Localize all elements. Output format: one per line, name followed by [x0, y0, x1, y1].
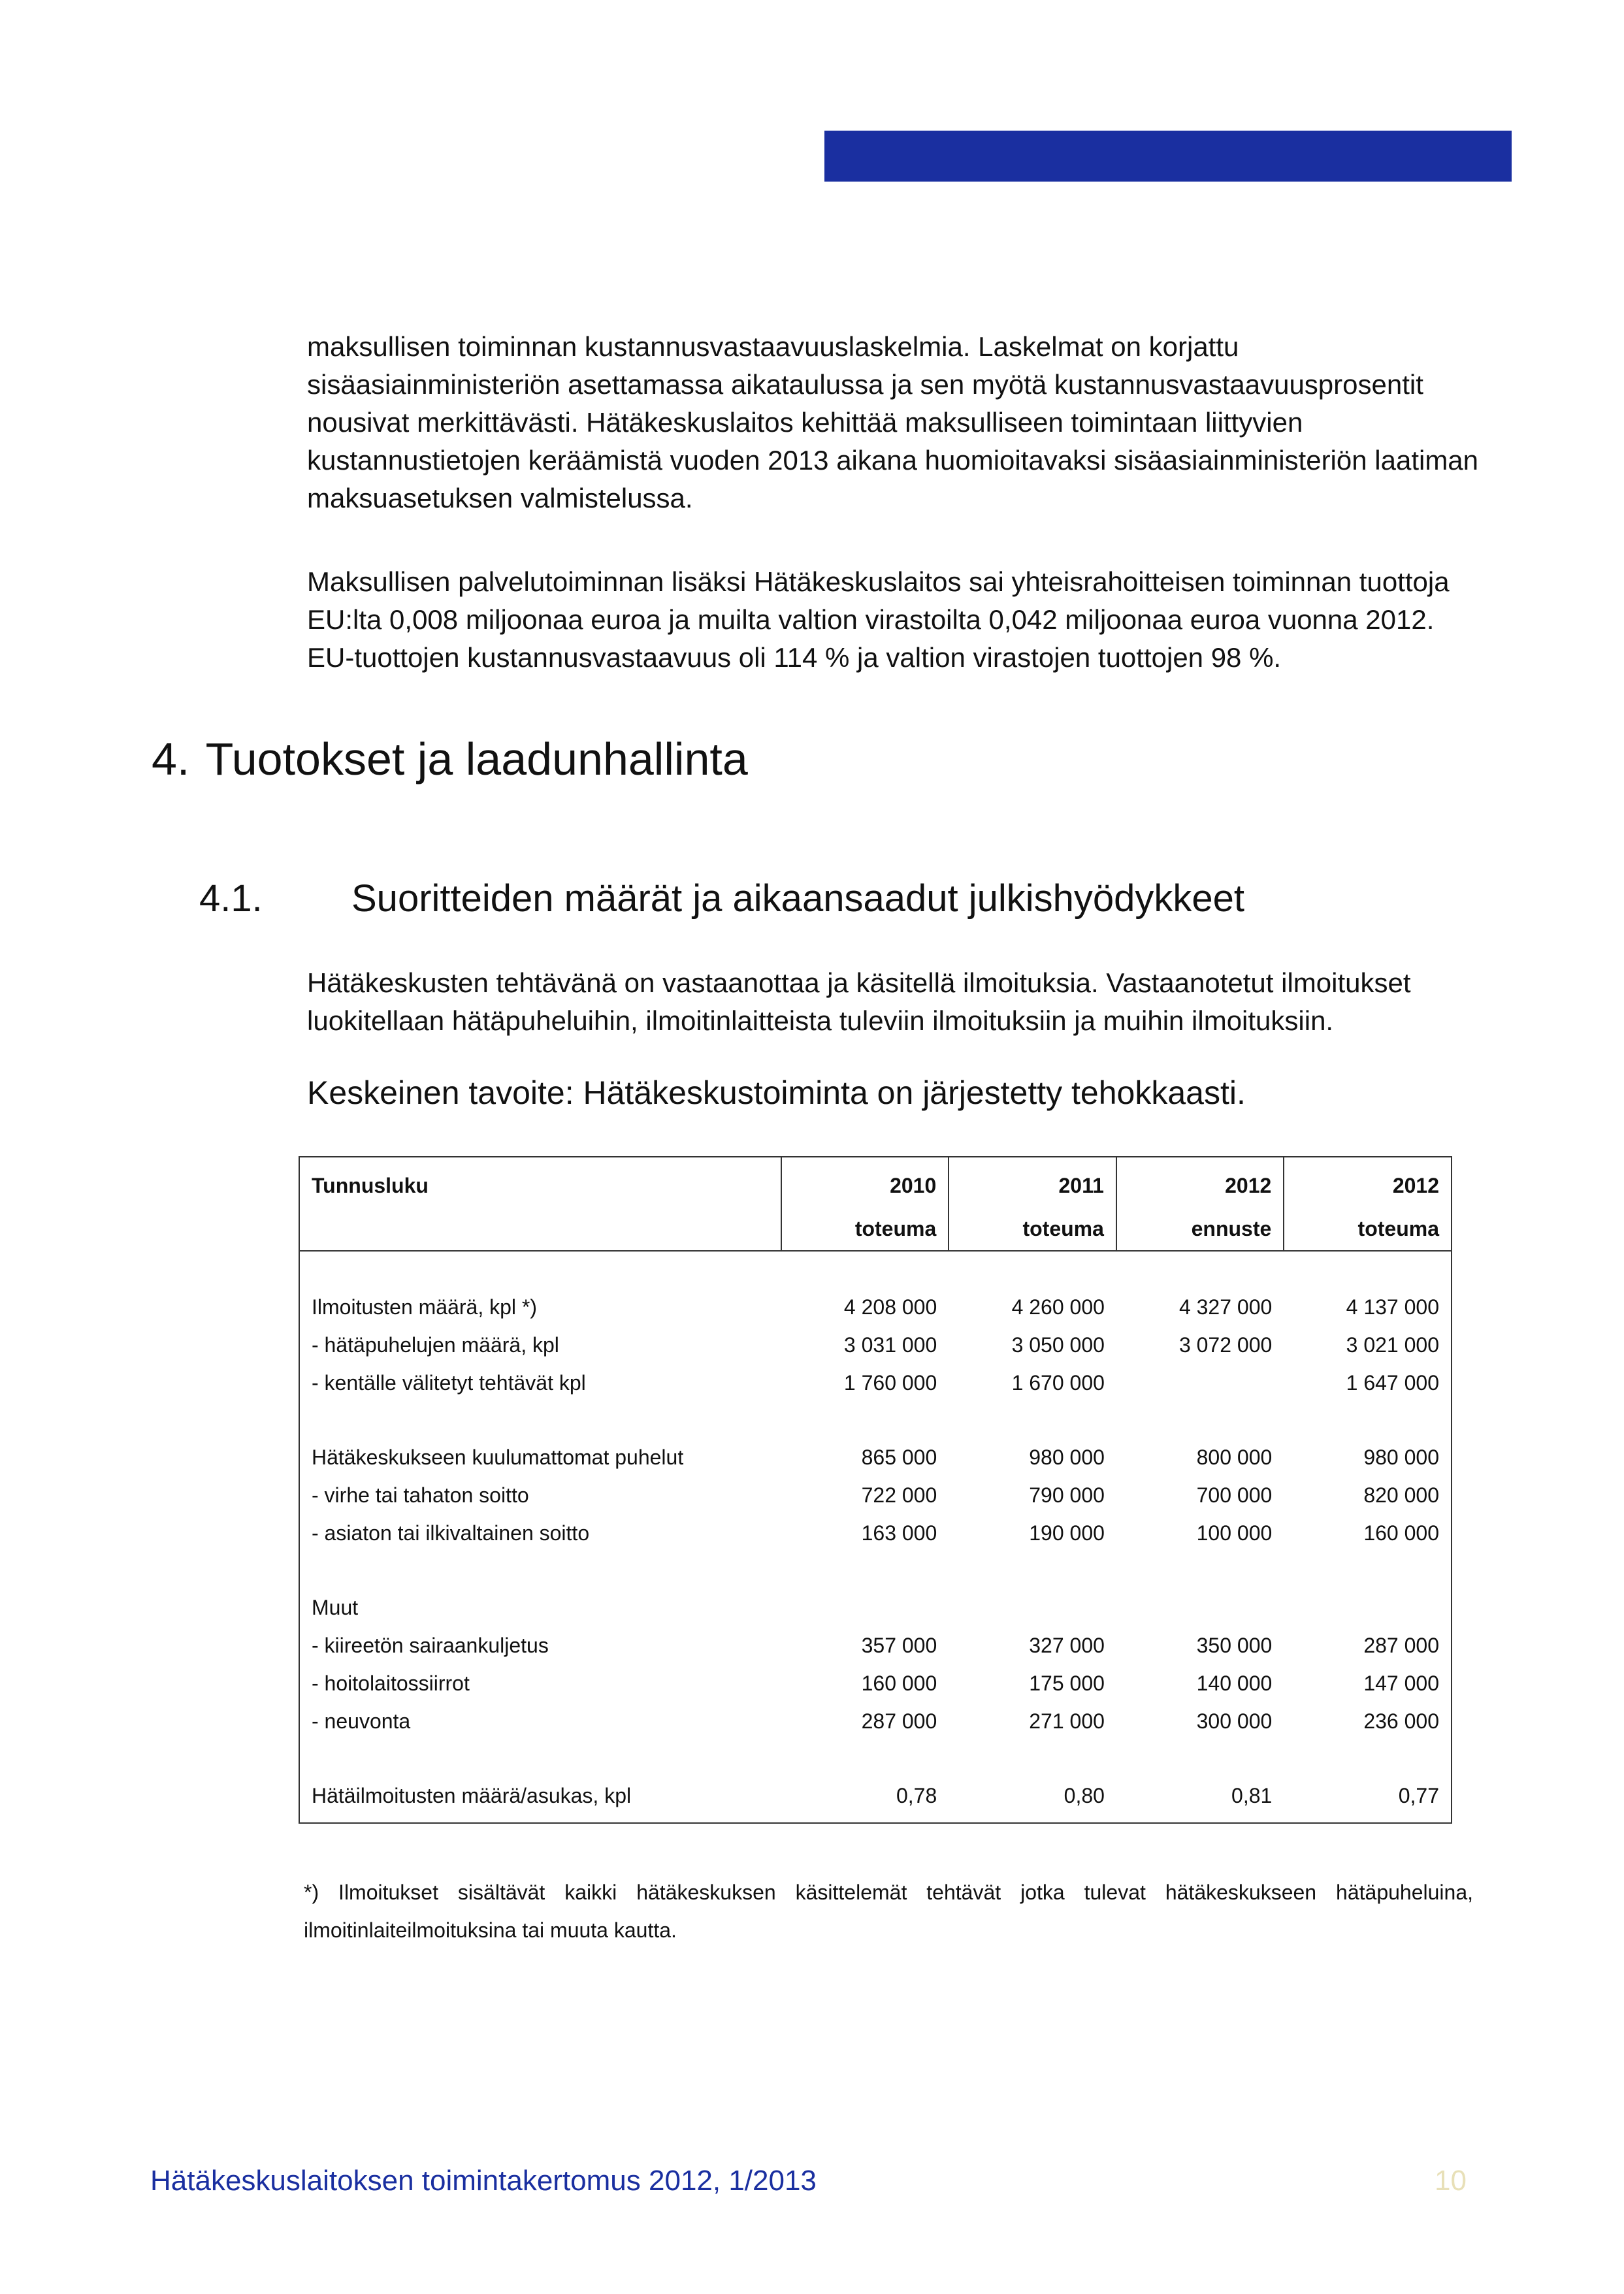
table-cell: 980 000: [1363, 1445, 1439, 1469]
table-cell: 350 000: [1196, 1633, 1273, 1657]
header-cell: 2011: [949, 1157, 1116, 1207]
section-heading-4: [152, 733, 748, 785]
table-cell: 0,77: [1398, 1783, 1439, 1807]
table-row: [299, 1438, 1452, 1476]
subsection-number: 4.1.: [199, 877, 263, 920]
footer-document-title: Hätäkeskuslaitoksen toimintakertomus 2012, 1/2013: [150, 2165, 817, 2197]
table-cell: 160 000: [1363, 1521, 1439, 1545]
table-cell: [1284, 1589, 1452, 1626]
table-row: [299, 1326, 1452, 1364]
table-cell: 190 000: [1029, 1521, 1105, 1545]
header-cell: ennuste: [1116, 1207, 1284, 1251]
header-cell: toteuma: [781, 1207, 949, 1251]
table-cell: 0,78: [896, 1783, 937, 1807]
table-footnote: *) Ilmoitukset sisältävät kaikki hätäkeskuksen käsittelemät tehtävät jotka tulevat hätäkeskukseen hätäpuheluina, ilmoitinlaiteilmoituksina tai muuta kautta.: [304, 1881, 1473, 1942]
table-cell: 287 000: [861, 1709, 937, 1733]
row-label: Muut: [312, 1595, 359, 1619]
row-label: - kentälle välitetyt tehtävät kpl: [312, 1370, 586, 1395]
header-cell: Tunnusluku: [299, 1157, 781, 1207]
table-cell: 1 760 000: [843, 1370, 937, 1395]
row-label: - asiaton tai ilkivaltainen soitto: [312, 1521, 590, 1545]
table-cell: 800 000: [1196, 1445, 1273, 1469]
table-cell: 0,80: [1064, 1783, 1105, 1807]
key-goal-heading: Keskeinen tavoite: Hätäkeskustoiminta on järjestetty tehokkaasti.: [307, 1074, 1246, 1111]
table-cell: 4 327 000: [1178, 1295, 1273, 1319]
table-cell: 820 000: [1363, 1483, 1439, 1507]
table-cell: 790 000: [1029, 1483, 1105, 1507]
kpi-table: [299, 1156, 1452, 1824]
spacer-row: [299, 1251, 1452, 1288]
header-cell: 2012: [1116, 1157, 1284, 1207]
row-label: - neuvonta: [312, 1709, 411, 1733]
table-cell: 3 050 000: [1011, 1333, 1105, 1357]
table-header-row: [299, 1157, 1452, 1207]
table-cell: 140 000: [1196, 1671, 1273, 1695]
table-cell: 300 000: [1196, 1709, 1273, 1733]
table-cell: 236 000: [1363, 1709, 1439, 1733]
row-label: Hätäilmoitusten määrä/asukas, kpl: [312, 1783, 632, 1807]
table-cell: 100 000: [1196, 1521, 1273, 1545]
table-cell: 865 000: [861, 1445, 937, 1469]
header-cell: [299, 1207, 781, 1251]
row-label: - virhe tai tahaton soitto: [312, 1483, 529, 1507]
table-row: [299, 1777, 1452, 1823]
subsection-title: Suoritteiden määrät ja aikaansaadut julkishyödykkeet: [351, 877, 1245, 920]
paragraph-emergency-centers: Hätäkeskusten tehtävänä on vastaanottaa ja käsitellä ilmoituksia. Vastaanotetut ilmoitukset luokitellaan hätäpuheluihin, ilmoitinlaitteista tuleviin ilmoituksiin ja muihin ilmoituksiin.: [307, 967, 1411, 1036]
table-cell: 175 000: [1029, 1671, 1105, 1695]
table-cell: 4 137 000: [1346, 1295, 1439, 1319]
row-label: Hätäkeskukseen kuulumattomat puhelut: [312, 1445, 684, 1469]
table-cell: [949, 1589, 1116, 1626]
table-cell: 980 000: [1029, 1445, 1105, 1469]
table-cell: 1 670 000: [1011, 1370, 1105, 1395]
table-row: [299, 1702, 1452, 1740]
table-header-row: [299, 1207, 1452, 1251]
table-cell: 163 000: [861, 1521, 937, 1545]
table-cell: 0,81: [1231, 1783, 1273, 1807]
table-cell: 3 072 000: [1178, 1333, 1273, 1357]
table-row: [299, 1364, 1452, 1402]
header-cell: toteuma: [949, 1207, 1116, 1251]
header-cell: 2012: [1392, 1173, 1439, 1197]
header-cell: 2010: [781, 1157, 949, 1207]
table-row: [299, 1664, 1452, 1702]
row-label: Ilmoitusten määrä, kpl *): [312, 1295, 538, 1319]
table-cell: 4 208 000: [843, 1295, 937, 1319]
table-cell: 722 000: [861, 1483, 937, 1507]
paragraph-cost-calculations: maksullisen toiminnan kustannusvastaavuuslaskelmia. Laskelmat on korjattu sisäasiainministeriön asettamassa aikataulussa ja sen myötä kustannusvastaavuusprosentit nousivat merkittävästi. Hätäkeskuslaitos kehittää maksulliseen toimintaan liittyvien kustannustietojen keräämistä vuoden 2013 aikana huomioitavaksi sisäasiainministeriön laatiman maksuasetuksen valmistelussa.: [307, 331, 1479, 513]
table-cell: 327 000: [1029, 1633, 1105, 1657]
table-cell: 1 647 000: [1346, 1370, 1439, 1395]
table-row: [299, 1514, 1452, 1552]
row-label: - hoitolaitossiirrot: [312, 1671, 470, 1695]
header-cell: toteuma: [1284, 1207, 1452, 1251]
table-cell: [1116, 1364, 1284, 1402]
spacer-row: [299, 1740, 1452, 1777]
table-cell: 357 000: [861, 1633, 937, 1657]
header-color-bar: [824, 131, 1512, 182]
table-row: [299, 1476, 1452, 1514]
table-row: [299, 1288, 1452, 1326]
section-title: Tuotokset ja laadunhallinta: [205, 734, 748, 784]
table-cell: [781, 1589, 949, 1626]
table-cell: 3 031 000: [843, 1333, 937, 1357]
table-row: [299, 1626, 1452, 1664]
spacer-row: [299, 1552, 1452, 1589]
table-cell: 271 000: [1029, 1709, 1105, 1733]
section-number: 4.: [152, 734, 190, 784]
table-cell: 160 000: [861, 1671, 937, 1695]
paragraph-cofunded-income: Maksullisen palvelutoiminnan lisäksi Hätäkeskuslaitos sai yhteisrahoitteisen toiminnan tuottoja EU:lta 0,008 miljoonaa euroa ja muilta valtion virastoilta 0,042 miljoonaa euroa vuonna 2012. EU-tuottojen kustannusvastaavuus oli 114 % ja valtion virastojen tuottojen 98 %.: [307, 566, 1450, 673]
row-label: - kiireetön sairaankuljetus: [312, 1633, 549, 1657]
table-cell: 147 000: [1363, 1671, 1439, 1695]
table-cell: 3 021 000: [1346, 1333, 1439, 1357]
table-cell: [1116, 1589, 1284, 1626]
table-row: [299, 1589, 1452, 1626]
spacer-row: [299, 1402, 1452, 1438]
table-cell: 700 000: [1196, 1483, 1273, 1507]
table-cell: 287 000: [1363, 1633, 1439, 1657]
table-cell: 4 260 000: [1011, 1295, 1105, 1319]
page-number: 10: [1435, 2165, 1467, 2197]
row-label: - hätäpuhelujen määrä, kpl: [312, 1333, 559, 1357]
